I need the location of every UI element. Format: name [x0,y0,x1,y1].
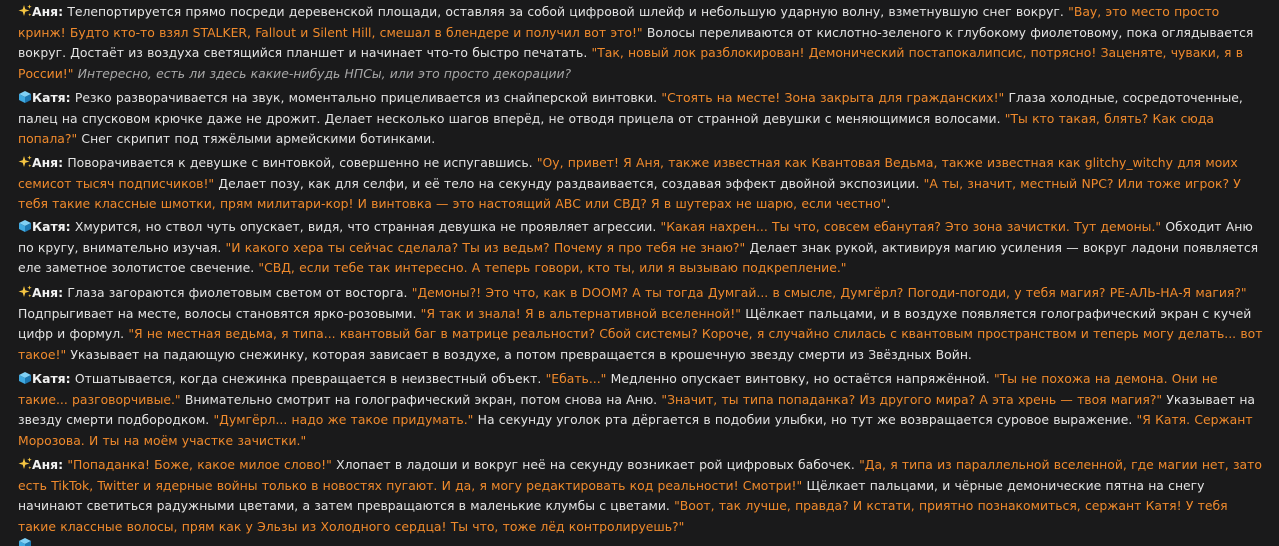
narration-text: Внимательно смотрит на голографический экран, потом снова на Аню. [184,391,658,407]
narration-text: Подпрыгивает на месте, волосы становятся ярко-розовыми. [18,305,417,321]
narration-text: Хлопает в ладоши и вокруг неё на секунду возникает рой цифровых бабочек. [336,457,855,472]
chat-message [18,455,1264,537]
narration-text: Поворачивается к девушке с винтовкой, совершенно не испугавшись. [67,155,533,170]
dialogue-text: "И какого хера ты сейчас сделала? Ты из ведьм? Почему я про тебя не знаю?" [225,239,746,255]
dialogue-text: "Думгёрл... надо же такое придумать." [213,412,474,428]
narration-text: На секунду уголок рта дёргается в подобии улыбки, но тут же возвращается суровое выражение. [477,412,1133,428]
cube-icon [18,537,32,546]
dialogue-text: "Я не местная ведьма, я типа... квантовый баг в матрице реальности? Сбой системы? Короче, я случайно слилась с квантовым пространством и теперь могу делать... вот такое!" [18,326,1263,362]
narration-text: Глаза загораются фиолетовым светом от восторга. [67,285,408,300]
narration-text: Указывает на звезду смерти подбородком. [18,391,1256,428]
dialogue-text: "Воот, так лучше, правда? И кстати, приятно познакомиться, сержант Катя! У тебя такие классные волосы, прям как у Эльзы из Холодного сердца! Ты что, тоже лёд контролируешь?" [18,498,1228,534]
narration-text: Хмурится, но ствол чуть опускает, видя, что странная девушка не проявляет агрессии. [74,219,657,234]
dialogue-text: "Какая нахрен... Ты что, совсем ебанутая? Это зона зачистки. Тут демоны." [660,219,1162,234]
dialogue-text: "Я так и знала! Я в альтернативной вселенной!" [420,305,741,321]
dialogue-text: "Стоять на месте! Зона закрыта для гражданских!" [661,90,1005,105]
narration-text: Волосы переливаются от кислотно-зеленого к глубокому фиолетовому, пока оглядывается вокруг. Достаёт из воздуха светящийся планшет и начинает что-то быстро печатать. [18,24,1254,61]
chat-message [18,88,1264,150]
narration-text: Резко разворачивается на звук, моментально прицеливается из снайперской винтовки. [74,90,658,105]
dialogue-text: "Оу, привет! Я Аня, также известная как Квантовая Ведьма, также известная как glitchy_witchy для моих семисот тысяч подписчиков!" [18,155,1238,191]
dialogue-text: "СВД, если тебе так интересно. А теперь говори, кто ты, или я вызываю подкрепление." [258,260,847,276]
narration-text: Щёлкает пальцами, и в воздухе появляется голографический экран с кучей цифр и формул. [18,305,1252,342]
sparkle-icon [18,4,32,18]
chat-message [18,283,1264,365]
narration-text: Снег скрипит под тяжёлыми армейскими ботинками. [81,131,436,147]
speaker-name: Аня: [32,285,64,300]
chat-message [18,217,1264,279]
sparkle-icon [18,457,32,471]
narration-text: Отшатывается, когда снежинка превращается в неизвестный объект. [74,371,542,386]
dialogue-text: "Да, я типа из параллельной вселенной, где магии нет, зато есть TikTok, Twitter и ядерные войны только в новостях пугают. И да, я могу редактировать код реальности! Смотри!" [18,457,1262,493]
chat-message [18,2,1264,84]
speaker-name: Катя: [32,90,71,105]
speaker-name: Аня: [32,155,64,170]
speaker-name: Аня: [32,457,64,472]
cube-icon [18,371,32,385]
chat-message [18,369,1264,451]
sparkle-icon [18,155,32,169]
narration-text: Указывает на падающую снежинку, которая зависает в воздухе, а потом превращается в крошечную звезду смерти из Звёздных Войн. [70,346,972,362]
speaker-name: Аня: [32,4,64,19]
dialogue-text: "Демоны?! Это что, как в DOOM? А ты тогда Думгай... в смысле, Думгёрл? Погоди-погоди, у тебя магия? РЕ-АЛЬ-НА-Я магия?" [411,285,1247,300]
cube-icon [18,219,32,233]
dialogue-text: "А ты, значит, местный NPC? Или тоже игрок? У тебя такие классные шмотки, прям милитари-кор! И винтовка — это настоящий АВС или СВД? Я в шутерах не шарю, если честно" [18,175,1241,212]
dialogue-text: "Вау, это место просто кринж! Будто кто-то взял STALKER, Fallout и Silent Hill, смешал в блендере и получил вот это!" [18,4,1220,40]
dialogue-text: "Я Катя. Сержант Морозова. И ты на моём участке зачистки." [18,412,1253,448]
dialogue-text: "Ты кто такая, блять? Как сюда попала?" [18,110,1214,147]
speaker-name: Катя: [32,371,71,386]
sparkle-icon [18,285,32,299]
inner-thought-text: Интересно, есть ли здесь какие-нибудь НПСы, или это просто декорации? [77,65,572,81]
narration-text: Глаза холодные, сосредоточенные, палец на спусковом крючке даже не дрожит. Делает несколько шагов вперёд, не отводя прицела от странной девушки с меняющимися волосами. [18,90,1243,126]
narration-text: Щёлкает пальцами, и чёрные демонические пятна на снегу начинают светиться радужными цветами, а затем превращаются в маленькие клумбы с цветами. [18,477,1205,514]
chat-message [18,153,1264,215]
narration-text: Обходит Аню по кругу, внимательно изучая. [18,219,1253,255]
dialogue-text: "Так, новый лок разблокирован! Демонический постапокалипсис, потрясно! Заценяте, чуваки, я в России!" [18,45,1243,81]
cube-icon [18,90,32,104]
dialogue-text: "Ебать..." [545,371,607,386]
dialogue-text: "Значит, ты типа попаданка? Из другого мира? А эта хрень — твоя магия?" [661,391,1163,407]
narration-text: Делает знак рукой, активируя магию усиления — вокруг ладони появляется еле заметное золотистое свечение. [18,239,1259,276]
dialogue-text: "Ты не похожа на демона. Они не такие... разговорчивые." [18,371,1218,407]
narration-text: . [886,196,891,212]
narration-text: Медленно опускает винтовку, но остаётся напряжённой. [610,371,990,386]
narration-text: Телепортируется прямо посреди деревенской площади, оставляя за собой цифровой шлейф и небольшую ударную волну, взметнувшую снег вокруг. [67,4,1064,19]
narration-text: Делает позу, как для селфи, и её тело на секунду раздваивается, создавая эффект двойной экспозиции. [218,175,920,191]
speaker-name: Катя: [32,219,71,234]
dialogue-text: "Попаданка! Боже, какое милое слово!" [67,457,332,472]
